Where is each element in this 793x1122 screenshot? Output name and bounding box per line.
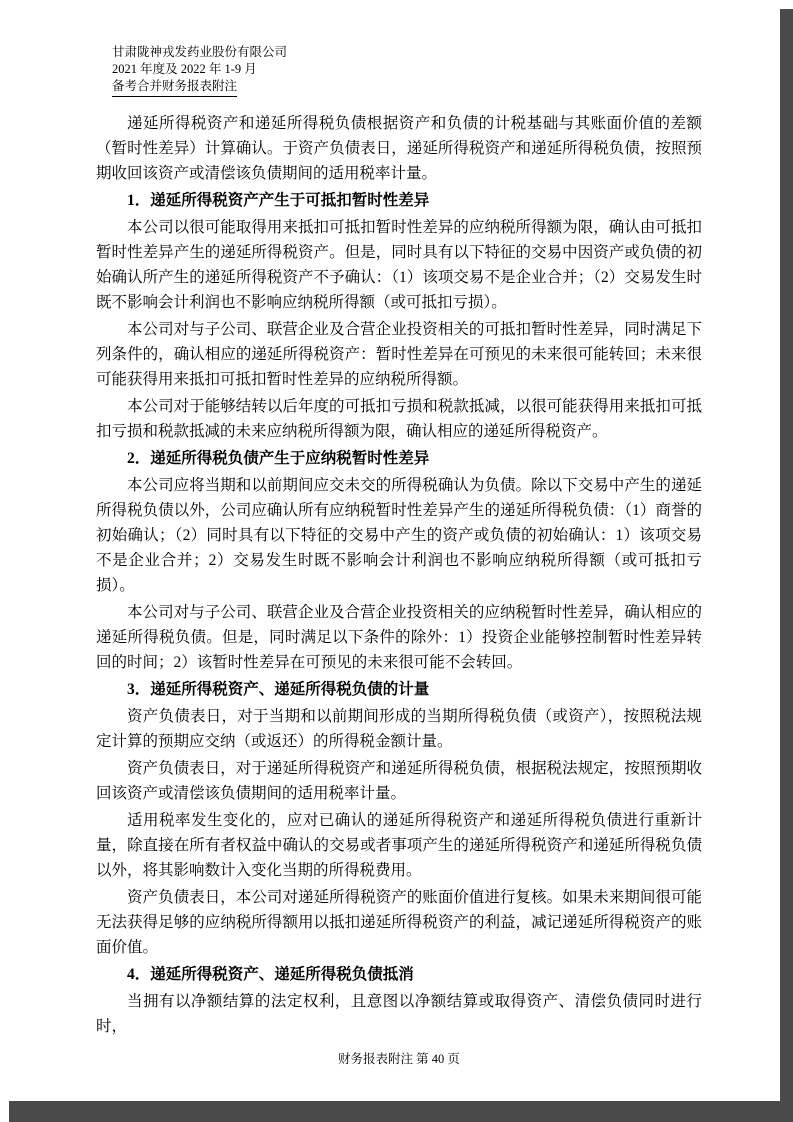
section-heading-3: 3．递延所得税资产、递延所得税负债的计量 (127, 681, 430, 698)
body-paragraph: 资产负债表日，对于递延所得税资产和递延所得税负债，根据税法规定，按照预期收回该资产或清偿该负债期间的适用税率计量。 (96, 760, 702, 802)
page-footer: 财务报表附注 第 40 页 (338, 1052, 460, 1066)
body-paragraph: 本公司对于能够结转以后年度的可抵扣亏损和税款抵减，以很可能获得用来抵扣可抵扣亏损和税款抵减的未来应纳税所得额为限，确认相应的递延所得税资产。 (96, 398, 702, 440)
body-paragraph: 本公司以很可能取得用来抵扣可抵扣暂时性差异的应纳税所得额为限，确认由可抵扣暂时性差异产生的递延所得税资产。但是，同时具有以下特征的交易中因资产或负债的初始确认所产生的递延所得税资产不予确认：（1）该项交易不是企业合并；（2）交易发生时既不影响会计利润也不影响应纳税所得额（或可抵扣亏损）。 (96, 219, 702, 311)
body-paragraph: 当拥有以净额结算的法定权利，且意图以净额结算或取得资产、清偿负债同时进行时， (96, 993, 702, 1035)
page-header (112, 44, 702, 97)
header-doc-title: 备考合并财务报表附注 (112, 78, 702, 97)
body-paragraph: 本公司对与子公司、联营企业及合营企业投资相关的可抵扣暂时性差异，同时满足下列条件的，确认相应的递延所得税资产：暂时性差异在可预见的未来很可能转回；未来很可能获得用来抵扣可抵扣暂时性差异的应纳税所得额。 (96, 321, 702, 388)
body-paragraph: 资产负债表日，本公司对递延所得税资产的账面价值进行复核。如果未来期间很可能无法获得足够的应纳税所得额用以抵扣递延所得税资产的利益，减记递延所得税资产的账面价值。 (96, 889, 702, 956)
body-paragraph: 本公司对与子公司、联营企业及合营企业投资相关的应纳税暂时性差异，确认相应的递延所得税负债。但是，同时满足以下条件的除外：1）投资企业能够控制暂时性差异转回的时间；2）该暂时性差异在可预见的未来很可能不会转回。 (96, 604, 702, 671)
body-paragraph: 本公司应将当期和以前期间应交未交的所得税确认为负债。除以下交易中产生的递延所得税负债以外，公司应确认所有应纳税暂时性差异产生的递延所得税负债：（1）商誉的初始确认；（2）同时具有以下特征的交易中产生的资产或负债的初始确认：1）该项交易不是企业合并；2）交易发生时既不影响会计利润也不影响应纳税所得额（或可抵扣亏损）。 (96, 477, 702, 594)
body-paragraph: 资产负债表日，对于当期和以前期间形成的当期所得税负债（或资产），按照税法规定计算的预期应交纳（或返还）的所得税金额计量。 (96, 708, 702, 750)
section-heading-2: 2．递延所得税负债产生于应纳税暂时性差异 (127, 450, 430, 467)
page-shadow-right (780, 9, 793, 1122)
section-heading-1: 1．递延所得税资产产生于可抵扣暂时性差异 (127, 192, 430, 209)
page-content (96, 44, 702, 1067)
body-paragraph: 适用税率发生变化的，应对已确认的递延所得税资产和递延所得税负债进行重新计量，除直接在所有者权益中确认的交易或者事项产生的递延所得税资产和递延所得税负债以外，将其影响数计入变化当期的所得税费用。 (96, 812, 702, 879)
section-heading-4: 4．递延所得税资产、递延所得税负债抵消 (127, 966, 414, 983)
page-shadow-bottom (9, 1101, 793, 1122)
header-period: 2021 年度及 2022 年 1-9 月 (112, 62, 257, 76)
header-company-name: 甘肃陇神戎发药业股份有限公司 (112, 45, 288, 59)
body-paragraph: 递延所得税资产和递延所得税负债根据资产和负债的计税基础与其账面价值的差额（暂时性差异）计算确认。于资产负债表日，递延所得税资产和递延所得税负债，按照预期收回该资产或清偿该负债期间的适用税率计量。 (96, 115, 702, 182)
